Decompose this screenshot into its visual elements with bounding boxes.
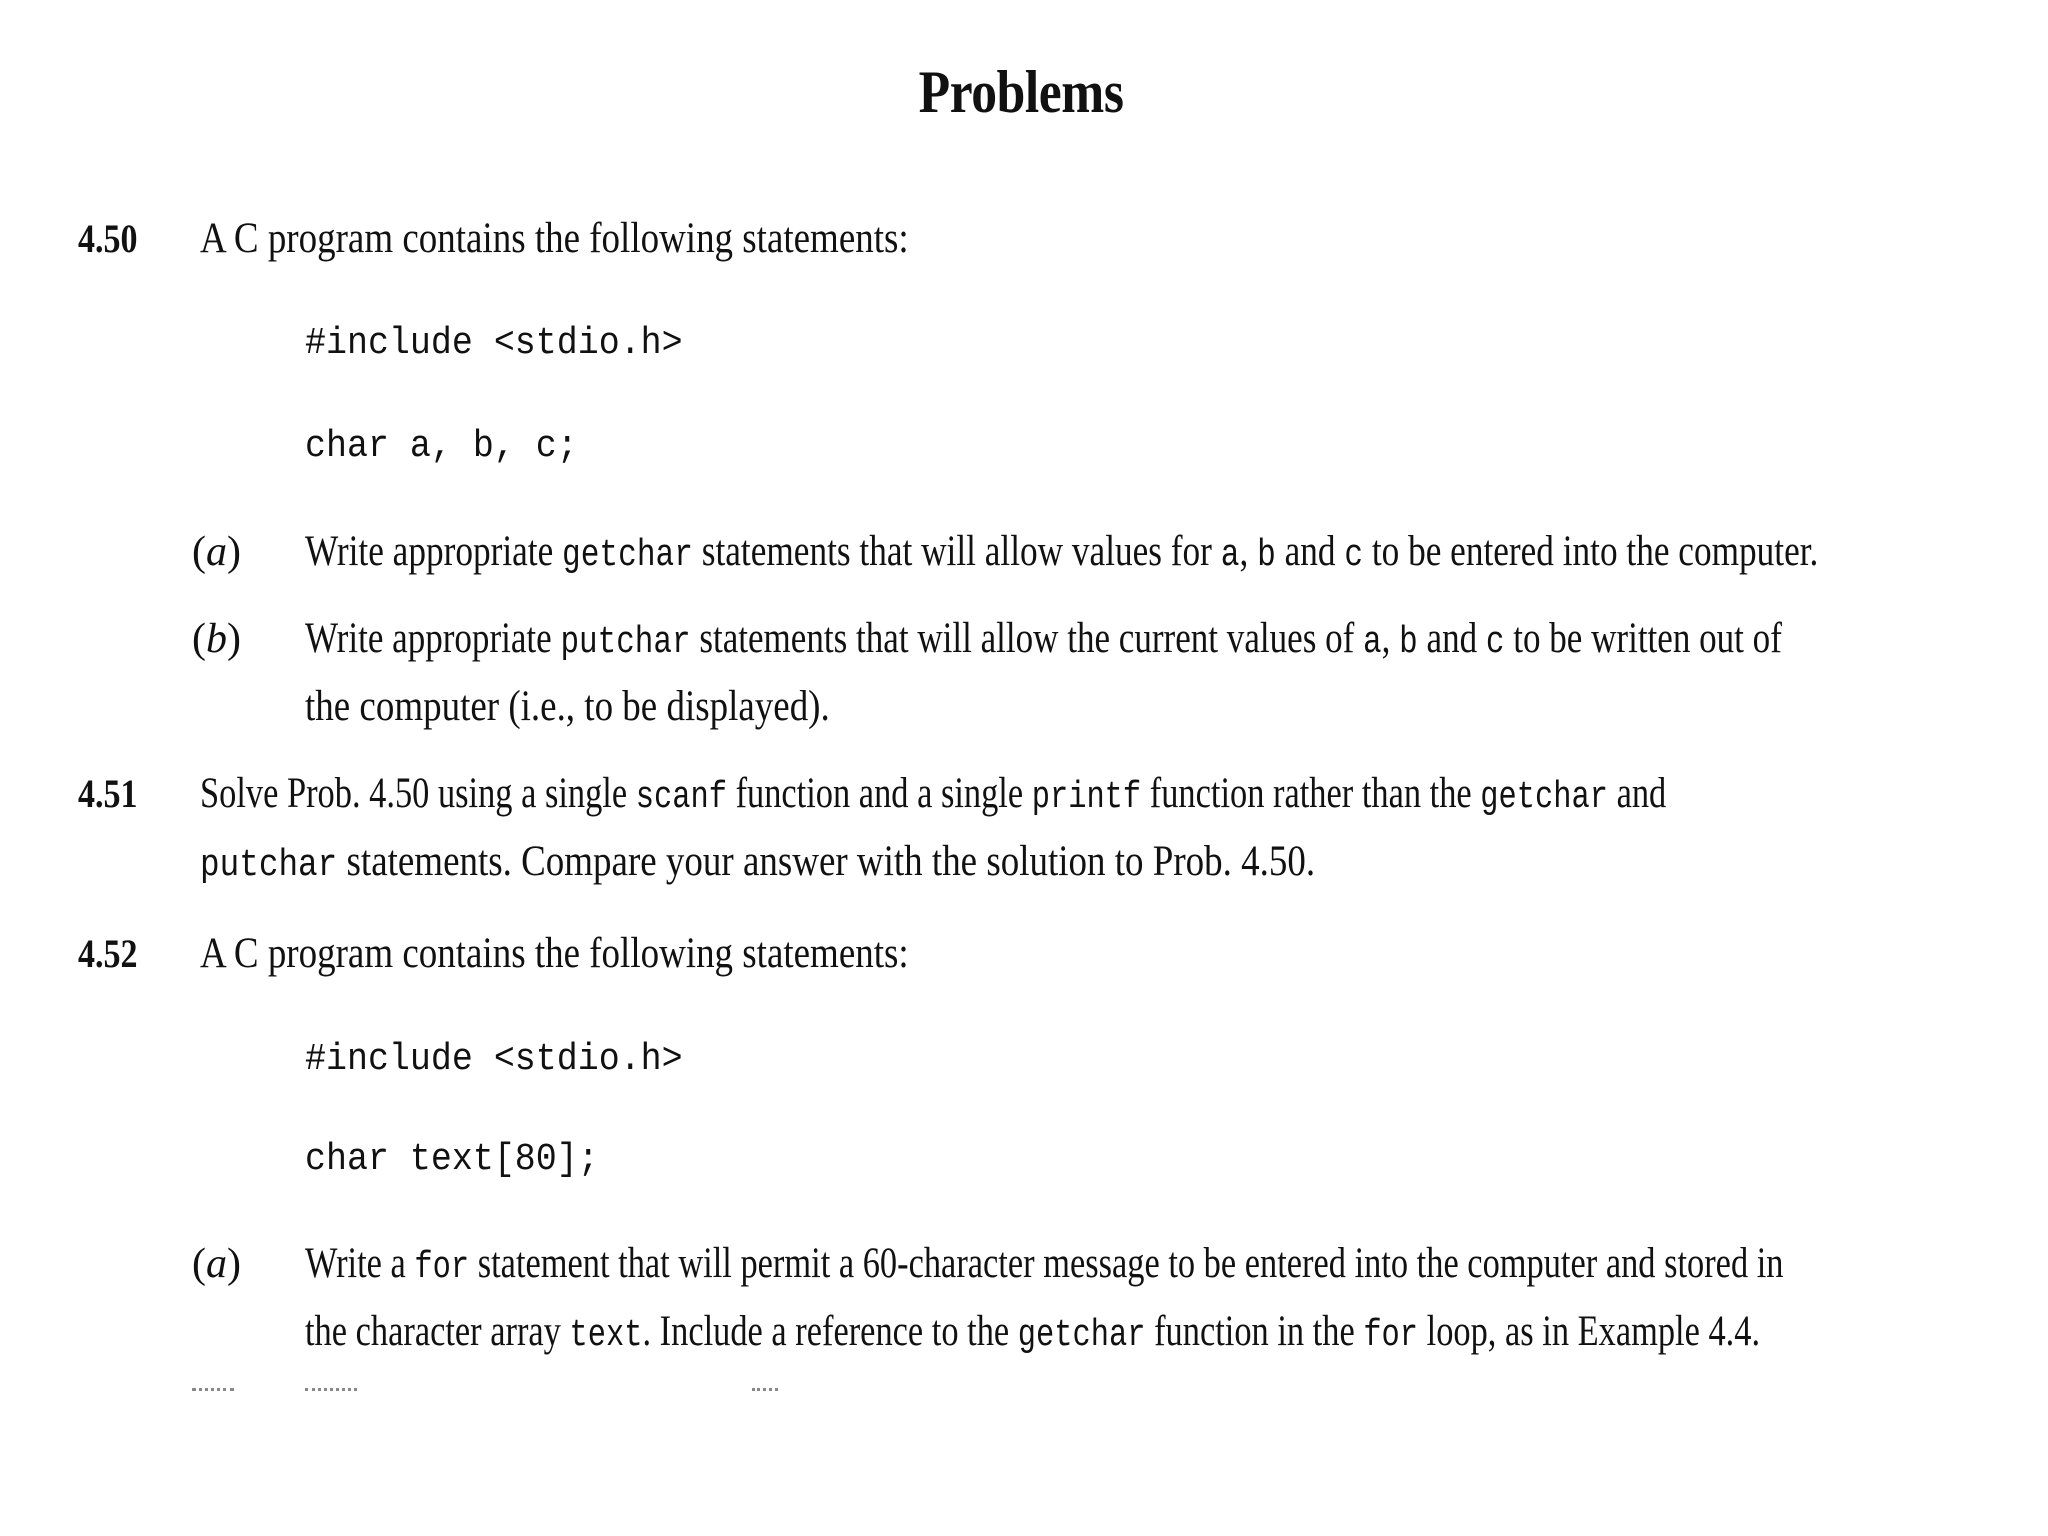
code-line: #include <stdio.h>: [305, 1038, 683, 1081]
part-text-continuation: the computer (i.e., to be displayed).: [305, 683, 830, 730]
part-label: (b): [192, 616, 241, 662]
problem-number: 4.52: [78, 931, 138, 976]
part-text: Write appropriate getchar statements that will allow values for a, b and c to be entered into the computer.: [305, 528, 1819, 577]
page-title: Problems: [918, 59, 1124, 125]
problem-number: 4.51: [78, 771, 138, 816]
part-label: (a): [192, 1241, 241, 1287]
code-line: char text[80];: [305, 1138, 599, 1181]
problem-intro: A C program contains the following statements:: [200, 215, 909, 262]
problem-text-continuation: putchar statements. Compare your answer with the solution to Prob. 4.50.: [200, 838, 1316, 887]
cut-off-text-fragment: [752, 1388, 778, 1395]
part-text-continuation: the character array text. Include a reference to the getchar function in the for loop, as in Example 4.4.: [305, 1308, 1761, 1357]
cut-off-text-fragment: [305, 1388, 357, 1395]
code-line: #include <stdio.h>: [305, 322, 683, 365]
cut-off-text-fragment: [192, 1388, 234, 1395]
problem-intro: A C program contains the following statements:: [200, 930, 909, 977]
part-text: Write appropriate putchar statements that will allow the current values of a, b and c to be written out of: [305, 615, 1782, 664]
problem-text: Solve Prob. 4.50 using a single scanf function and a single printf function rather than the getchar and: [200, 770, 1667, 819]
part-label: (a): [192, 529, 241, 575]
problem-number: 4.50: [78, 216, 138, 261]
part-text: Write a for statement that will permit a 60-character message to be entered into the computer and stored in: [305, 1240, 1784, 1289]
code-line: char a, b, c;: [305, 425, 578, 468]
